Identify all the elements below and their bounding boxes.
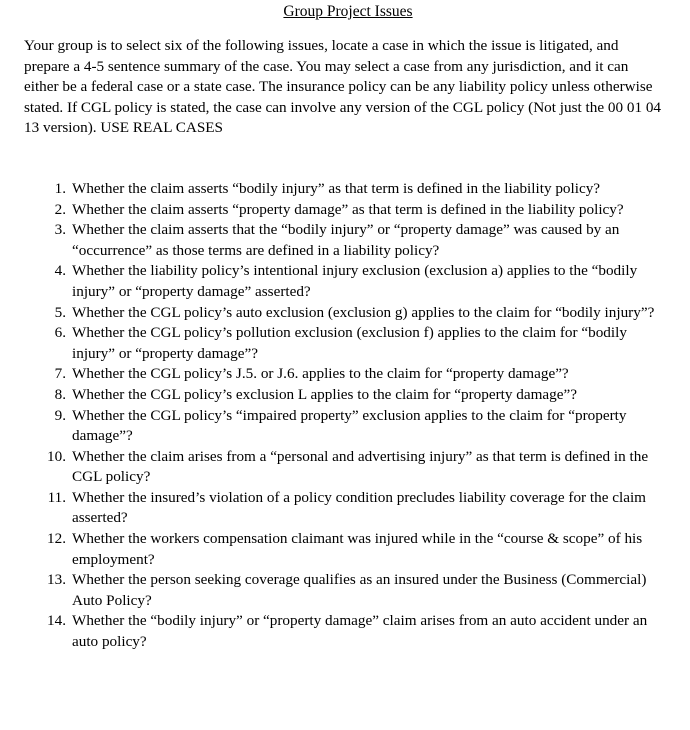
issue-text: Whether the CGL policy’s pollution exclusion (exclusion f) applies to the claim for “bodily injury” or “property damage”? [72, 324, 627, 362]
issue-text: Whether the claim asserts that the “bodily injury” or “property damage” was caused by an “occurrence” as those terms are defined in a liability policy? [72, 221, 620, 259]
issue-item-14 [24, 611, 666, 652]
issue-number: 8. [54, 385, 66, 403]
issue-text: Whether the CGL policy’s exclusion L applies to the claim for “property damage”? [72, 385, 577, 403]
issue-item-4 [24, 261, 666, 302]
issue-text: Whether the “bodily injury” or “property damage” claim arises from an auto accident under an auto policy? [72, 612, 648, 651]
issue-item-13 [24, 570, 666, 611]
issue-number: 11. [47, 488, 66, 506]
issue-text: Whether the claim asserts “bodily injury” as that term is defined in the liability policy? [72, 179, 601, 197]
issue-item-11 [24, 488, 666, 529]
page-title: Group Project Issues [283, 3, 413, 20]
issue-text: Whether the claim arises from a “personal and advertising injury” as that term is defined in the CGL policy? [72, 447, 649, 486]
issue-number: 4. [54, 262, 66, 280]
issue-text: Whether the workers compensation claimant was injured while in the “course & scope” of his employment? [72, 530, 643, 568]
issue-item-3 [24, 220, 666, 261]
issue-number: 5. [54, 303, 66, 321]
issue-number: 1. [54, 179, 66, 197]
issue-item-5 [24, 303, 666, 324]
issue-number: 7. [54, 365, 66, 383]
issue-number: 10. [47, 447, 66, 465]
issue-item-12 [24, 529, 666, 570]
issue-item-2 [24, 200, 666, 221]
intro-paragraph: Your group is to select six of the following issues, locate a case in which the issue is litigated, and prepare a 4-5 sentence summary of the case. You may select a case from any jurisdiction, and it can either be a federal case or a state case. The insurance policy can be any liability policy unless otherwise stated. If CGL policy is stated, the case can involve any version of the CGL policy (Not just the 00 01 04 13 version). USE REAL CASES [24, 37, 662, 137]
issue-item-8 [24, 385, 666, 406]
issue-item-7 [24, 364, 666, 385]
issue-text: Whether the insured’s violation of a policy condition precludes liability coverage for the claim asserted? [72, 488, 646, 527]
issue-text: Whether the CGL policy’s “impaired property” exclusion applies to the claim for “property damage”? [72, 406, 627, 445]
issue-text: Whether the person seeking coverage qualifies as an insured under the Business (Commercial) Auto Policy? [72, 571, 647, 609]
issues-list [24, 179, 666, 653]
issue-item-10 [24, 447, 666, 488]
issue-text: Whether the claim asserts “property damage” as that term is defined in the liability policy? [72, 200, 624, 218]
issue-text: Whether the CGL policy’s auto exclusion (exclusion g) applies to the claim for “bodily injury”? [72, 303, 655, 321]
issue-item-1 [24, 179, 666, 200]
issue-number: 9. [54, 406, 66, 424]
issue-item-6 [24, 323, 666, 364]
issue-number: 2. [54, 200, 66, 218]
issue-item-9 [24, 406, 666, 447]
issue-number: 13. [47, 571, 66, 589]
issue-number: 12. [47, 530, 66, 548]
issue-number: 3. [54, 221, 66, 239]
issue-text: Whether the CGL policy’s J.5. or J.6. applies to the claim for “property damage”? [72, 365, 569, 383]
issue-number: 14. [47, 612, 66, 630]
issue-number: 6. [54, 324, 66, 342]
issue-text: Whether the liability policy’s intentional injury exclusion (exclusion a) applies to the “bodily injury” or “property damage” asserted? [72, 262, 638, 300]
